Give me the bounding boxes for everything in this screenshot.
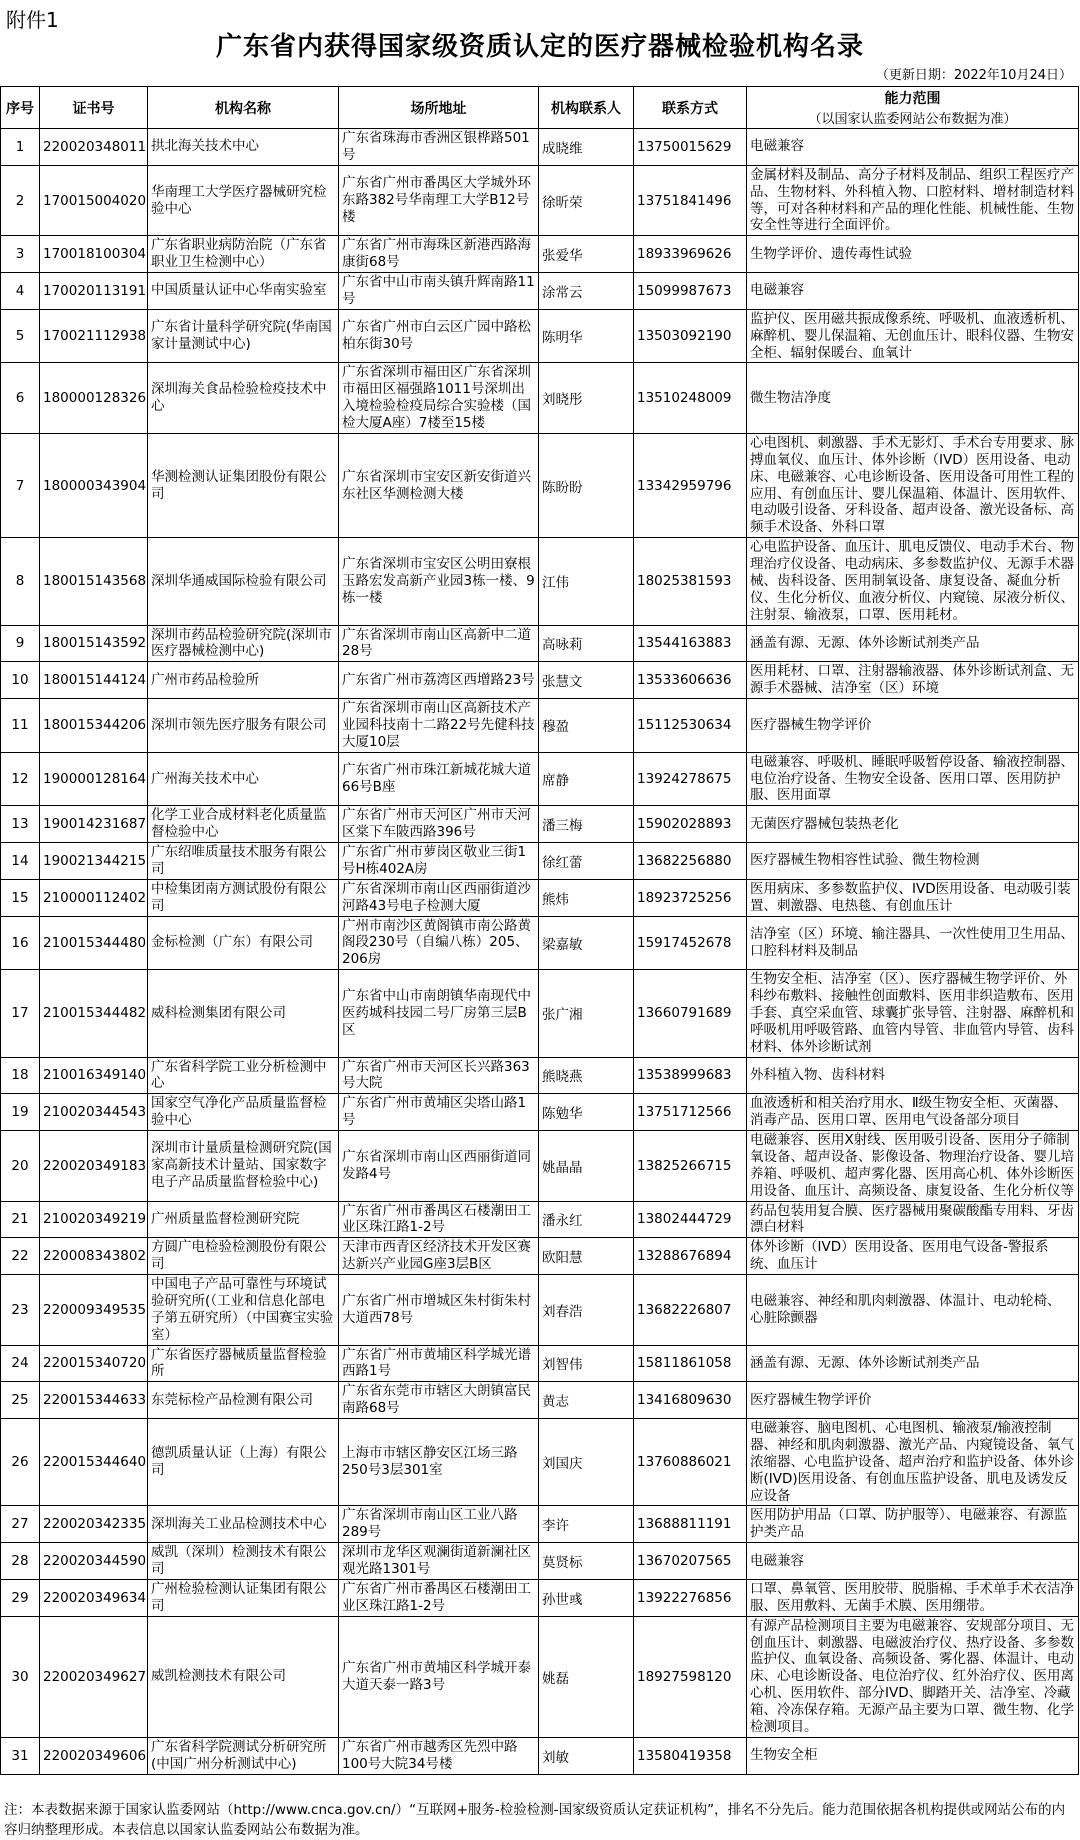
table-header-row xyxy=(1,87,1079,129)
cell-seq: 15 xyxy=(1,879,40,916)
cell-cert: 170020113191 xyxy=(40,273,148,310)
cell-seq: 11 xyxy=(1,699,40,753)
cell-phone: 13342959796 xyxy=(634,433,747,537)
cell-cert: 190021344215 xyxy=(40,843,148,880)
cell-phone: 15917452678 xyxy=(634,916,747,970)
table-row xyxy=(1,970,1079,1057)
cell-phone: 13751841496 xyxy=(634,165,747,236)
table-row xyxy=(1,309,1079,363)
cell-scope: 医用耗材、口罩、注射器输液器、体外诊断试剂盒、无源手术器械、洁净室（区）环境 xyxy=(747,662,1079,699)
cell-scope: 电磁兼容 xyxy=(747,273,1079,310)
cell-cert: 180015344206 xyxy=(40,699,148,753)
cell-institution: 深圳市计量质量检测研究院(国家高新技术计量站、国家数字电子产品质量监督检验中心) xyxy=(148,1131,339,1202)
cell-contact: 张爱华 xyxy=(539,236,634,273)
cell-cert: 170015004020 xyxy=(40,165,148,236)
cell-seq: 23 xyxy=(1,1275,40,1346)
cell-institution: 金标检测（广东）有限公司 xyxy=(148,916,339,970)
cell-seq: 12 xyxy=(1,752,40,806)
table-row xyxy=(1,1201,1079,1238)
cell-phone: 13922276856 xyxy=(634,1579,747,1616)
footnote: 注：本表数据来源于国家认监委网站（http://www.cnca.gov.cn/）“互联网+服务-检验检测-国家级资质认定获证机构”，排名不分先后。能力范围依据各机构提供或网站公布的内容归纳整理形成。本表信息以国家认监委网站公布数据为准。 xyxy=(4,1802,1066,1838)
cell-scope: 医疗器械生物学评价 xyxy=(747,699,1079,753)
cell-address: 广东省深圳市福田区广东省深圳市福田区福强路1011号深圳出入境检验检疫局综合实验楼（国检大厦A座）7楼至15楼 xyxy=(339,363,539,434)
cell-seq: 3 xyxy=(1,236,40,273)
table-row xyxy=(1,273,1079,310)
table-row xyxy=(1,662,1079,699)
cell-institution: 广东省计量科学研究院(华南国家计量测试中心) xyxy=(148,309,339,363)
cell-cert: 220020348011 xyxy=(40,129,148,166)
cell-seq: 24 xyxy=(1,1345,40,1382)
cell-address: 广东省广州市萝岗区敬业三街1号H栋402A房 xyxy=(339,843,539,880)
cell-cert: 220008343802 xyxy=(40,1238,148,1275)
cell-address: 广东省广州市番禺区石楼潮田工业区珠江路1-2号 xyxy=(339,1201,539,1238)
header-scope xyxy=(747,87,1079,129)
cell-scope: 药品包装用复合膜、医疗器械用聚碳酸酯专用料、牙齿漂白材料 xyxy=(747,1201,1079,1238)
cell-contact: 潘永红 xyxy=(539,1201,634,1238)
table-row xyxy=(1,843,1079,880)
cell-seq: 7 xyxy=(1,433,40,537)
cell-address: 广东省广州市越秀区先烈中路100号大院34号楼 xyxy=(339,1737,539,1774)
cell-contact: 姚磊 xyxy=(539,1616,634,1737)
cell-seq: 22 xyxy=(1,1238,40,1275)
page-title: 广东省内获得国家级资质认定的医疗器械检验机构名录 xyxy=(215,32,864,62)
cell-address: 广东省深圳市南山区工业八路289号 xyxy=(339,1506,539,1543)
cell-contact: 潘三梅 xyxy=(539,806,634,843)
cell-scope: 涵盖有源、无源、体外诊断试剂类产品 xyxy=(747,625,1079,662)
cell-contact: 熊炜 xyxy=(539,879,634,916)
cell-seq: 4 xyxy=(1,273,40,310)
cell-seq: 31 xyxy=(1,1737,40,1774)
cell-address: 广东省中山市南头镇升辉南路11号 xyxy=(339,273,539,310)
table-row xyxy=(1,1057,1079,1094)
cell-phone: 13682226807 xyxy=(634,1275,747,1346)
cell-cert: 220015344633 xyxy=(40,1382,148,1419)
cell-seq: 8 xyxy=(1,538,40,625)
cell-institution: 方圆广电检验检测股份有限公司 xyxy=(148,1238,339,1275)
cell-phone: 18923725256 xyxy=(634,879,747,916)
cell-institution: 广东绍唯质量技术服务有限公司 xyxy=(148,843,339,880)
cell-address: 广东省深圳市南山区西丽街道沙河路43号电子检测大厦 xyxy=(339,879,539,916)
cell-scope: 口罩、鼻氧管、医用胶带、脱脂棉、手术单手术衣洁净服、医用敷料、无菌手术膜、医用绷带。 xyxy=(747,1579,1079,1616)
institution-table xyxy=(0,86,1079,1775)
cell-phone: 18933969626 xyxy=(634,236,747,273)
cell-address: 广东省深圳市宝安区公明田寮根玉路宏发高新产业园3栋一楼、9栋一楼 xyxy=(339,538,539,625)
cell-address: 广东省广州市黄埔区科学城开泰大道天泰一路3号 xyxy=(339,1616,539,1737)
cell-seq: 13 xyxy=(1,806,40,843)
cell-contact: 刘国庆 xyxy=(539,1419,634,1506)
cell-cert: 220009349535 xyxy=(40,1275,148,1346)
cell-institution: 中国电子产品可靠性与环境试验研究所(（工业和信息化部电子第五研究所）（中国赛宝实验室） xyxy=(148,1275,339,1346)
cell-seq: 29 xyxy=(1,1579,40,1616)
cell-scope: 心电监护设备、血压计、肌电反馈仪、电动手术台、物理治疗仪设备、电动病床、多参数监护仪、无源手术器械、齿科设备、医用制氧设备、康复设备、凝血分析仪、生化分析仪、血液分析仪、内窥镜、尿液分析仪、注射泵、输液泵，口罩、医用耗材。 xyxy=(747,538,1079,625)
cell-scope: 心电图机、刺激器、手术无影灯、手术台专用要求、脉搏血氧仪、血压计、体外诊断（IVD）医用设备、电动床、电磁兼容、心电诊断设备、医用设备可用性工程的应用、有创血压计、婴儿保温箱、体温计、医用软件、电动吸引设备、牙科设备、超声设备、激光设备标、高频手术设备、外科口罩 xyxy=(747,433,1079,537)
cell-phone: 13825266715 xyxy=(634,1131,747,1202)
cell-scope: 医用防护用品（口罩、防护服等）、电磁兼容、有源监护类产品 xyxy=(747,1506,1079,1543)
cell-contact: 莫贤标 xyxy=(539,1543,634,1580)
table-row xyxy=(1,433,1079,537)
cell-phone: 13533606636 xyxy=(634,662,747,699)
cell-institution: 广东省科学院工业分析检测中心 xyxy=(148,1057,339,1094)
cell-address: 广东省广州市黄埔区尖塔山路1号 xyxy=(339,1094,539,1131)
cell-scope: 外科植入物、齿科材料 xyxy=(747,1057,1079,1094)
table-row xyxy=(1,1345,1079,1382)
cell-seq: 19 xyxy=(1,1094,40,1131)
cell-scope: 电磁兼容、神经和肌肉刺激器、体温计、电动轮椅、 心脏除颤器 xyxy=(747,1275,1079,1346)
cell-institution: 深圳市领先医疗服务有限公司 xyxy=(148,699,339,753)
cell-contact: 孙世彧 xyxy=(539,1579,634,1616)
cell-seq: 25 xyxy=(1,1382,40,1419)
cell-contact: 高咏莉 xyxy=(539,625,634,662)
cell-address: 广东省广州市黄埔区科学城光谱西路1号 xyxy=(339,1345,539,1382)
cell-cert: 210020344543 xyxy=(40,1094,148,1131)
header-address: 场所地址 xyxy=(339,87,539,129)
cell-cert: 170018100304 xyxy=(40,236,148,273)
cell-contact: 黄志 xyxy=(539,1382,634,1419)
cell-cert: 190014231687 xyxy=(40,806,148,843)
cell-institution: 中检集团南方测试股份有限公司 xyxy=(148,879,339,916)
cell-institution: 广东省医疗器械质量监督检验所 xyxy=(148,1345,339,1382)
cell-phone: 15811861058 xyxy=(634,1345,747,1382)
cell-scope: 洁净室（区）环境、输注器具、一次性使用卫生用品、口腔科材料及制品 xyxy=(747,916,1079,970)
cell-contact: 成晓维 xyxy=(539,129,634,166)
table-row xyxy=(1,1616,1079,1737)
cell-institution: 威科检测集团有限公司 xyxy=(148,970,339,1057)
cell-phone: 13924278675 xyxy=(634,752,747,806)
cell-phone: 13751712566 xyxy=(634,1094,747,1131)
table-row xyxy=(1,806,1079,843)
cell-address: 广东省广州市增城区朱村街朱村大道西78号 xyxy=(339,1275,539,1346)
cell-scope: 金属材料及制品、高分子材料及制品、组织工程医疗产品、生物材料、外科植入物、口腔材料、增材制造材料等，可对各种材料和产品的理化性能、机械性能、生物安全性等进行全面评价。 xyxy=(747,165,1079,236)
cell-institution: 东莞标检产品检测有限公司 xyxy=(148,1382,339,1419)
cell-address: 广东省广州市珠江新城花城大道66号B座 xyxy=(339,752,539,806)
cell-cert: 210015344482 xyxy=(40,970,148,1057)
cell-seq: 6 xyxy=(1,363,40,434)
cell-cert: 220020349627 xyxy=(40,1616,148,1737)
cell-scope: 体外诊断（IVD）医用设备、医用电气设备-警报系统、血压计 xyxy=(747,1238,1079,1275)
cell-phone: 18927598120 xyxy=(634,1616,747,1737)
cell-cert: 180015143592 xyxy=(40,625,148,662)
cell-phone: 13580419358 xyxy=(634,1737,747,1774)
cell-phone: 15099987673 xyxy=(634,273,747,310)
cell-institution: 德凯质量认证（上海）有限公司 xyxy=(148,1419,339,1506)
cell-cert: 220015340720 xyxy=(40,1345,148,1382)
cell-phone: 13682256880 xyxy=(634,843,747,880)
cell-institution: 中国质量认证中心华南实验室 xyxy=(148,273,339,310)
table-row xyxy=(1,1238,1079,1275)
table-row xyxy=(1,879,1079,916)
cell-address: 广东省深圳市南山区西丽街道同发路4号 xyxy=(339,1131,539,1202)
cell-cert: 210015344480 xyxy=(40,916,148,970)
cell-seq: 10 xyxy=(1,662,40,699)
cell-address: 广东省广州市番禺区大学城外环东路382号华南理工大学B12号楼 xyxy=(339,165,539,236)
table-row xyxy=(1,625,1079,662)
cell-cert: 220020344590 xyxy=(40,1543,148,1580)
cell-contact: 席静 xyxy=(539,752,634,806)
cell-seq: 20 xyxy=(1,1131,40,1202)
table-row xyxy=(1,699,1079,753)
cell-cert: 170021112938 xyxy=(40,309,148,363)
header-scope-note: （以国家认监委网站公布数据为准） xyxy=(808,112,1017,127)
cell-address: 广东省广州市天河区广州市天河区棠下车陂西路396号 xyxy=(339,806,539,843)
cell-cert: 220020349183 xyxy=(40,1131,148,1202)
cell-address: 广东省广州市番禺区石楼潮田工业区珠江路1-2号 xyxy=(339,1579,539,1616)
cell-contact: 刘敏 xyxy=(539,1737,634,1774)
cell-cert: 180000128326 xyxy=(40,363,148,434)
cell-scope: 医疗器械生物学评价 xyxy=(747,1382,1079,1419)
cell-scope: 电磁兼容、脑电图机、心电图机、输液泵/输液控制器、神经和肌肉刺激器、激光产品、内窥镜设备、氧气浓缩器、心电监护设备、超声治疗和监护设备、体外诊断(IVD)医用设备、有创血压监护设备、肌电及诱发反应设备 xyxy=(747,1419,1079,1506)
cell-cert: 180015143568 xyxy=(40,538,148,625)
cell-seq: 1 xyxy=(1,129,40,166)
header-cert: 证书号 xyxy=(40,87,148,129)
cell-phone: 13416809630 xyxy=(634,1382,747,1419)
cell-contact: 陈勉华 xyxy=(539,1094,634,1131)
cell-institution: 华测检测认证集团股份有限公司 xyxy=(148,433,339,537)
cell-address: 广东省广州市白云区广园中路松柏东街30号 xyxy=(339,309,539,363)
cell-scope: 医疗器械生物相容性试验、微生物检测 xyxy=(747,843,1079,880)
cell-address: 广州市南沙区黄阁镇市南公路黄阁段230号（自编八栋）205、206房 xyxy=(339,916,539,970)
cell-contact: 徐红蕾 xyxy=(539,843,634,880)
cell-institution: 广州检验检测认证集团有限公司 xyxy=(148,1579,339,1616)
table-row xyxy=(1,1382,1079,1419)
table-row xyxy=(1,1131,1079,1202)
cell-contact: 欧阳慧 xyxy=(539,1238,634,1275)
cell-address: 天津市西青区经济技术开发区赛达新兴产业园G座3层B区 xyxy=(339,1238,539,1275)
cell-contact: 张慧文 xyxy=(539,662,634,699)
cell-scope: 电磁兼容、医用X射线、医用吸引设备、医用分子筛制氧设备、超声设备、影像设备、物理治疗设备、婴儿培养箱、呼吸机、超声雾化器、医用高心机、体外诊断医用设备、血压计、高频设备、康复设备、生化分析仪等 xyxy=(747,1131,1079,1202)
attachment-label: 附件1 xyxy=(6,8,59,32)
cell-address: 广东省东莞市市辖区大朗镇富民南路68号 xyxy=(339,1382,539,1419)
cell-address: 深圳市龙华区观澜街道新澜社区观光路1301号 xyxy=(339,1543,539,1580)
cell-address: 广东省深圳市南山区高新技术产业园科技南十二路22号先健科技大厦10层 xyxy=(339,699,539,753)
cell-address: 广东省深圳市宝安区新安街道兴东社区华测检测大楼 xyxy=(339,433,539,537)
cell-contact: 刘晓彤 xyxy=(539,363,634,434)
table-row xyxy=(1,1094,1079,1131)
cell-seq: 30 xyxy=(1,1616,40,1737)
cell-phone: 13288676894 xyxy=(634,1238,747,1275)
cell-cert: 180000343904 xyxy=(40,433,148,537)
cell-cert: 220015344640 xyxy=(40,1419,148,1506)
cell-phone: 13802444729 xyxy=(634,1201,747,1238)
cell-phone: 13503092190 xyxy=(634,309,747,363)
cell-cert: 220020342335 xyxy=(40,1506,148,1543)
cell-institution: 华南理工大学医疗器械研究检验中心 xyxy=(148,165,339,236)
cell-contact: 李许 xyxy=(539,1506,634,1543)
cell-cert: 220020349606 xyxy=(40,1737,148,1774)
table-row xyxy=(1,1543,1079,1580)
cell-scope: 电磁兼容 xyxy=(747,129,1079,166)
cell-contact: 穆盈 xyxy=(539,699,634,753)
cell-institution: 深圳华通威国际检验有限公司 xyxy=(148,538,339,625)
table-row xyxy=(1,1275,1079,1346)
cell-scope: 生物学评价、遗传毒性试验 xyxy=(747,236,1079,273)
cell-address: 广东省深圳市南山区高新中二道28号 xyxy=(339,625,539,662)
cell-seq: 28 xyxy=(1,1543,40,1580)
header-phone: 联系方式 xyxy=(634,87,747,129)
cell-seq: 14 xyxy=(1,843,40,880)
cell-phone: 13688811191 xyxy=(634,1506,747,1543)
cell-institution: 广州海关技术中心 xyxy=(148,752,339,806)
cell-scope: 无菌医疗器械包装热老化 xyxy=(747,806,1079,843)
cell-institution: 深圳海关食品检验检疫技术中心 xyxy=(148,363,339,434)
cell-institution: 威凯检测技术有限公司 xyxy=(148,1616,339,1737)
cell-institution: 深圳市药品检验研究院(深圳市医疗器械检测中心) xyxy=(148,625,339,662)
cell-institution: 化学工业合成材料老化质量监督检验中心 xyxy=(148,806,339,843)
cell-scope: 有源产品检测项目主要为电磁兼容、安规部分项目、无创血压计、刺激器、电磁波治疗仪、热疗设备、多参数监护仪、血氧设备、高频设备、雾化器、体温计、电动床、心电诊断设备、电位治疗仪、红外治疗仪、医用离心机、医用软件、部分IVD、脚踏开关、洁净室、冷藏箱、冷冻保存箱。无源产品主要为口罩、微生物、化学检测项目。 xyxy=(747,1616,1079,1737)
cell-phone: 13510248009 xyxy=(634,363,747,434)
cell-contact: 熊晓燕 xyxy=(539,1057,634,1094)
table-row xyxy=(1,236,1079,273)
table-row xyxy=(1,1737,1079,1774)
cell-scope: 医用病床、多参数监护仪、IVD医用设备、电动吸引装置、刺激器、电热毯、有创血压计 xyxy=(747,879,1079,916)
cell-contact: 姚晶晶 xyxy=(539,1131,634,1202)
cell-scope: 微生物洁净度 xyxy=(747,363,1079,434)
table-row xyxy=(1,1579,1079,1616)
cell-phone: 13760886021 xyxy=(634,1419,747,1506)
cell-phone: 15902028893 xyxy=(634,806,747,843)
cell-seq: 18 xyxy=(1,1057,40,1094)
table-row xyxy=(1,1419,1079,1506)
cell-cert: 220020349634 xyxy=(40,1579,148,1616)
cell-institution: 拱北海关技术中心 xyxy=(148,129,339,166)
cell-institution: 国家空气净化产品质量监督检验中心 xyxy=(148,1094,339,1131)
cell-institution: 广州市药品检验所 xyxy=(148,662,339,699)
cell-scope: 电磁兼容、呼吸机、睡眠呼吸暂停设备、输液控制器、电位治疗设备、生物安全设备、医用口罩、医用防护服、医用面罩 xyxy=(747,752,1079,806)
cell-seq: 5 xyxy=(1,309,40,363)
cell-cert: 210020349219 xyxy=(40,1201,148,1238)
cell-contact: 江伟 xyxy=(539,538,634,625)
cell-cert: 180015144124 xyxy=(40,662,148,699)
cell-institution: 广东省职业病防治院（广东省职业卫生检测中心） xyxy=(148,236,339,273)
cell-scope: 监护仪、医用磁共振成像系统、呼吸机、血液透析机、麻醉机、婴儿保温箱、无创血压计、眼科仪器、生物安全柜、辐射保暖台、血氧计 xyxy=(747,309,1079,363)
cell-scope: 血液透析和相关治疗用水、Ⅱ级生物安全柜、灭菌器、消毒产品、医用口罩、医用电气设备部分项目 xyxy=(747,1094,1079,1131)
cell-phone: 13544163883 xyxy=(634,625,747,662)
table-row xyxy=(1,916,1079,970)
cell-seq: 16 xyxy=(1,916,40,970)
cell-scope: 涵盖有源、无源、体外诊断试剂类产品 xyxy=(747,1345,1079,1382)
cell-contact: 陈盼盼 xyxy=(539,433,634,537)
cell-contact: 涂常云 xyxy=(539,273,634,310)
cell-address: 广东省广州市荔湾区西增路23号 xyxy=(339,662,539,699)
cell-phone: 13750015629 xyxy=(634,129,747,166)
table-row xyxy=(1,165,1079,236)
cell-institution: 深圳海关工业品检测技术中心 xyxy=(148,1506,339,1543)
table-row xyxy=(1,1506,1079,1543)
cell-seq: 9 xyxy=(1,625,40,662)
header-contact: 机构联系人 xyxy=(539,87,634,129)
table-row xyxy=(1,538,1079,625)
cell-institution: 广州质量监督检测研究院 xyxy=(148,1201,339,1238)
update-date: （更新日期：2022年10月24日） xyxy=(875,68,1072,83)
cell-contact: 徐昕荣 xyxy=(539,165,634,236)
cell-address: 上海市市辖区静安区江场三路250号3层301室 xyxy=(339,1419,539,1506)
cell-phone: 18025381593 xyxy=(634,538,747,625)
cell-contact: 张广湘 xyxy=(539,970,634,1057)
cell-address: 广东省中山市南朗镇华南现代中医药城科技园二号厂房第三层B区 xyxy=(339,970,539,1057)
cell-contact: 刘智伟 xyxy=(539,1345,634,1382)
header-name: 机构名称 xyxy=(148,87,339,129)
cell-phone: 15112530634 xyxy=(634,699,747,753)
table-row xyxy=(1,752,1079,806)
cell-address: 广东省广州市天河区长兴路363号大院 xyxy=(339,1057,539,1094)
cell-address: 广东省广州市海珠区新港西路海康街68号 xyxy=(339,236,539,273)
cell-phone: 13538999683 xyxy=(634,1057,747,1094)
cell-cert: 210016349140 xyxy=(40,1057,148,1094)
cell-contact: 梁嘉敏 xyxy=(539,916,634,970)
cell-phone: 13660791689 xyxy=(634,970,747,1057)
cell-contact: 刘春浩 xyxy=(539,1275,634,1346)
table-row xyxy=(1,129,1079,166)
cell-institution: 广东省科学院测试分析研究所(中国广州分析测试中心) xyxy=(148,1737,339,1774)
cell-phone: 13670207565 xyxy=(634,1543,747,1580)
cell-cert: 190000128164 xyxy=(40,752,148,806)
cell-scope: 生物安全柜 xyxy=(747,1737,1079,1774)
cell-cert: 210000112402 xyxy=(40,879,148,916)
cell-seq: 2 xyxy=(1,165,40,236)
cell-institution: 威凯（深圳）检测技术有限公司 xyxy=(148,1543,339,1580)
cell-seq: 21 xyxy=(1,1201,40,1238)
cell-contact: 陈明华 xyxy=(539,309,634,363)
cell-scope: 电磁兼容 xyxy=(747,1543,1079,1580)
cell-scope: 生物安全柜、洁净室（区）、医疗器械生物学评价、外科纱布敷料、接触性创面敷料、医用非织造敷布、医用手套、真空采血管、球囊扩张导管、注射器、麻醉机和呼吸机用呼吸管路、血管内导管、非血管内导管、齿科材料、体外诊断试剂 xyxy=(747,970,1079,1057)
header-seq: 序号 xyxy=(1,87,40,129)
cell-address: 广东省珠海市香洲区银桦路501号 xyxy=(339,129,539,166)
table-row xyxy=(1,363,1079,434)
cell-seq: 26 xyxy=(1,1419,40,1506)
cell-seq: 27 xyxy=(1,1506,40,1543)
cell-seq: 17 xyxy=(1,970,40,1057)
header-scope-title: 能力范围 xyxy=(884,91,941,107)
